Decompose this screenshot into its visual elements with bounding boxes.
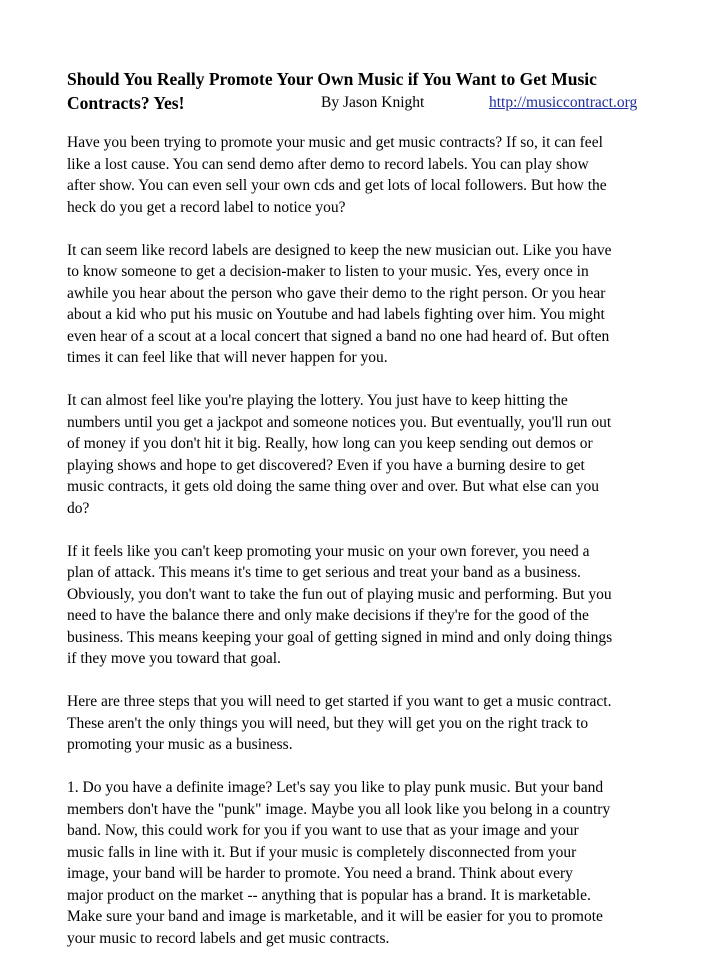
text-line: major product on the market -- anything that is popular has a brand. It is marketable.: [67, 886, 591, 904]
text-line: business. This means keeping your goal of getting signed in mind and only doing things: [67, 628, 613, 646]
text-line: need to have the balance there and only make decisions if they're for the good of the: [67, 607, 589, 624]
article-body: [67, 132, 667, 971]
text-line: about a kid who put his music on Youtube and had labels fighting over him. You might: [67, 306, 605, 323]
paragraph: [67, 541, 667, 670]
text-line: If it feels like you can't keep promoting your music on your own forever, you need a: [67, 542, 590, 560]
text-line: your music to record labels and get music contracts.: [67, 929, 390, 947]
text-line: promoting your music as a business.: [67, 736, 293, 753]
text-line: band. Now, this could work for you if you want to use that as your image and your: [67, 822, 579, 839]
text-line: to know someone to get a decision-maker to listen to your music. Yes, every once in: [67, 263, 589, 280]
text-line: heck do you get a record label to notice you?: [67, 198, 346, 216]
paragraph: [67, 132, 667, 218]
paragraph: [67, 390, 667, 519]
document-title-line-1: Should You Really Promote Your Own Music if You Want to Get Music: [67, 69, 597, 89]
text-line: plan of attack. This means it's time to get serious and treat your band as a business.: [67, 564, 581, 581]
text-line: do?: [67, 499, 90, 517]
text-line: Have you been trying to promote your music and get music contracts? If so, it can feel: [67, 134, 603, 151]
paragraph: [67, 777, 667, 949]
text-line: times it can feel like that will never happen for you.: [67, 349, 388, 366]
text-line: These aren't the only things you will need, but they will get you on the right track to: [67, 714, 589, 732]
text-line: like a lost cause. You can send demo after demo to record labels. You can play show: [67, 155, 589, 173]
text-line: after show. You can even sell your own cds and get lots of local followers. But how the: [67, 177, 607, 194]
text-line: members don't have the "punk" image. Maybe you all look like you belong in a country: [67, 800, 611, 818]
text-line: numbers until you get a jackpot and someone notices you. But eventually, you'll run out: [67, 413, 612, 431]
paragraph: [67, 691, 667, 756]
text-line: Here are three steps that you will need to get started if you want to get a music contract.: [67, 693, 612, 710]
text-line: awhile you hear about the person who gave their demo to the right person. Or you hear: [67, 284, 606, 302]
document-title-line-2: Contracts? Yes!: [67, 93, 185, 113]
text-line: Obviously, you don't want to take the fun out of playing music and performing. But you: [67, 585, 612, 603]
text-line: music contracts, it gets old doing the same thing over and over. But what else can you: [67, 478, 600, 495]
text-line: It can seem like record labels are designed to keep the new musician out. Like you have: [67, 241, 612, 259]
paragraph: [67, 240, 667, 369]
text-line: of money if you don't hit it big. Really, how long can you keep sending out demos or: [67, 435, 593, 452]
text-line: image, your band will be harder to promote. You need a brand. Think about every: [67, 865, 573, 882]
source-link[interactable]: http://musiccontract.org: [489, 94, 638, 111]
text-line: if they move you toward that goal.: [67, 650, 281, 667]
text-line: playing shows and hope to get discovered? Even if you have a burning desire to get: [67, 456, 585, 474]
text-line: 1. Do you have a definite image? Let's say you like to play punk music. But your band: [67, 779, 604, 796]
text-line: It can almost feel like you're playing the lottery. You just have to keep hitting the: [67, 392, 568, 409]
text-line: even hear of a scout at a local concert that signed a band no one had heard of. But often: [67, 327, 610, 345]
text-line: Make sure your band and image is marketable, and it will be easier for you to promote: [67, 908, 603, 925]
text-line: music falls in line with it. But if your music is completely disconnected from your: [67, 843, 577, 861]
author-byline: By Jason Knight: [321, 94, 425, 111]
